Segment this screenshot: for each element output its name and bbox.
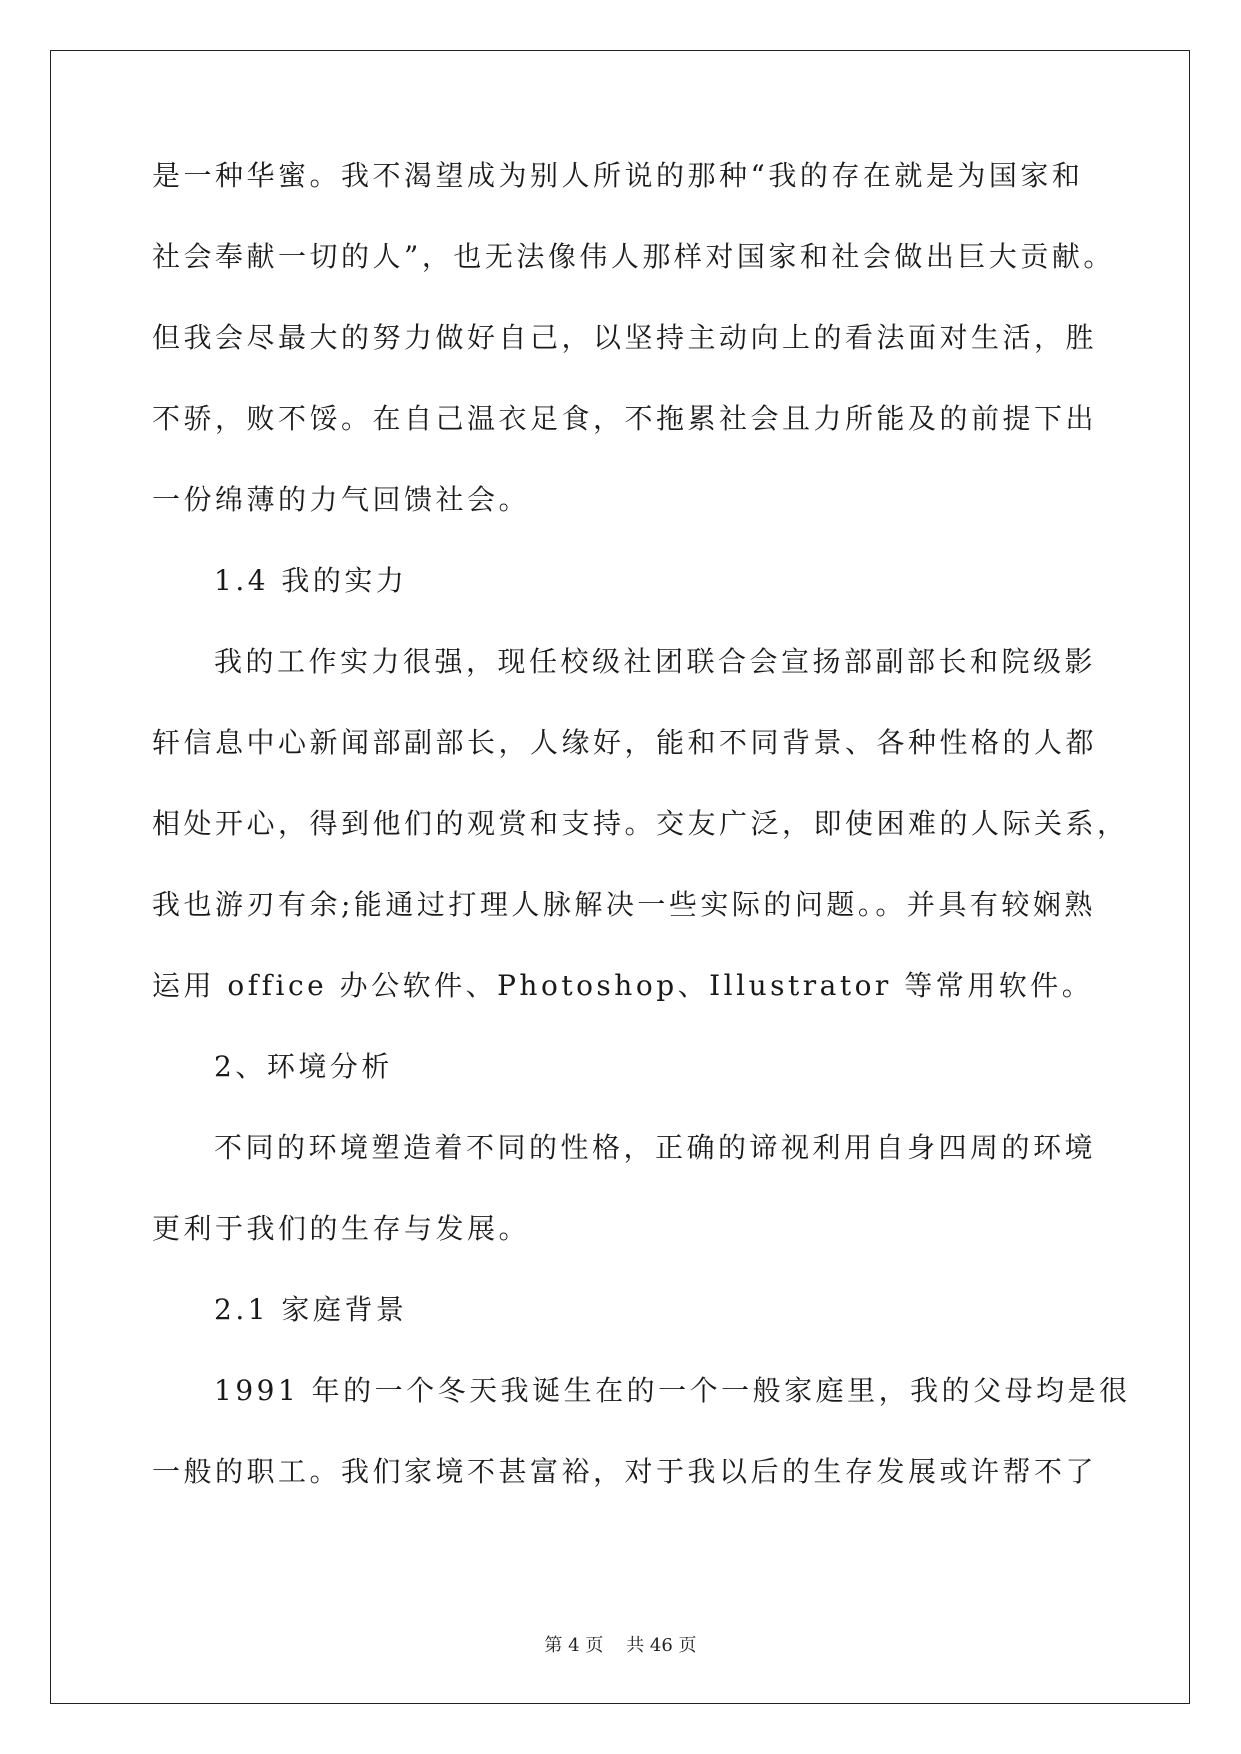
text-line: 一份绵薄的力气回馈社会。 [152, 483, 531, 516]
text-line: 社会奉献一切的人”，也无法像伟人那样对国家和社会做出巨大贡献。 [152, 240, 1115, 273]
text-line: 是一种华蜜。我不渴望成为别人所说的那种“我的存在就是为国家和 [152, 159, 1084, 192]
text-line: 相处开心，得到他们的观赏和支持。交友广泛，即使困难的人际关系， [152, 807, 1129, 840]
text-line: 轩信息中心新闻部副部长，人缘好，能和不同背景、各种性格的人都 [152, 726, 1098, 759]
text-line: 不骄，败不馁。在自己温衣足食，不拖累社会且力所能及的前提下出 [152, 402, 1098, 435]
text-line: 1991 年的一个冬天我诞生在的一个一般家庭里，我的父母均是很 [214, 1374, 1131, 1407]
section-heading: 1.4 我的实力 [214, 564, 408, 597]
page-number: 第 4 页 共 46 页 [544, 1635, 697, 1656]
text-line: 不同的环境塑造着不同的性格，正确的谛视利用自身四周的环境 [214, 1131, 1097, 1164]
document-body [152, 158, 1131, 1535]
text-line: 更利于我们的生存与发展。 [152, 1212, 531, 1245]
section-heading: 2.1 家庭背景 [214, 1293, 408, 1326]
section-heading: 2、环境分析 [214, 1050, 393, 1083]
text-line: 一般的职工。我们家境不甚富裕，对于我以后的生存发展或许帮不了 [152, 1455, 1098, 1488]
text-line: 但我会尽最大的努力做好自己，以坚持主动向上的看法面对生活，胜 [152, 321, 1098, 354]
text-line: 我的工作实力很强，现任校级社团联合会宣扬部副部长和院级影 [214, 645, 1097, 678]
text-line: 运用 office 办公软件、Photoshop、Illustrator 等常用软件。 [152, 969, 1094, 1002]
text-line: 我也游刃有余;能通过打理人脉解决一些实际的问题。。并具有较娴熟 [152, 888, 1096, 921]
